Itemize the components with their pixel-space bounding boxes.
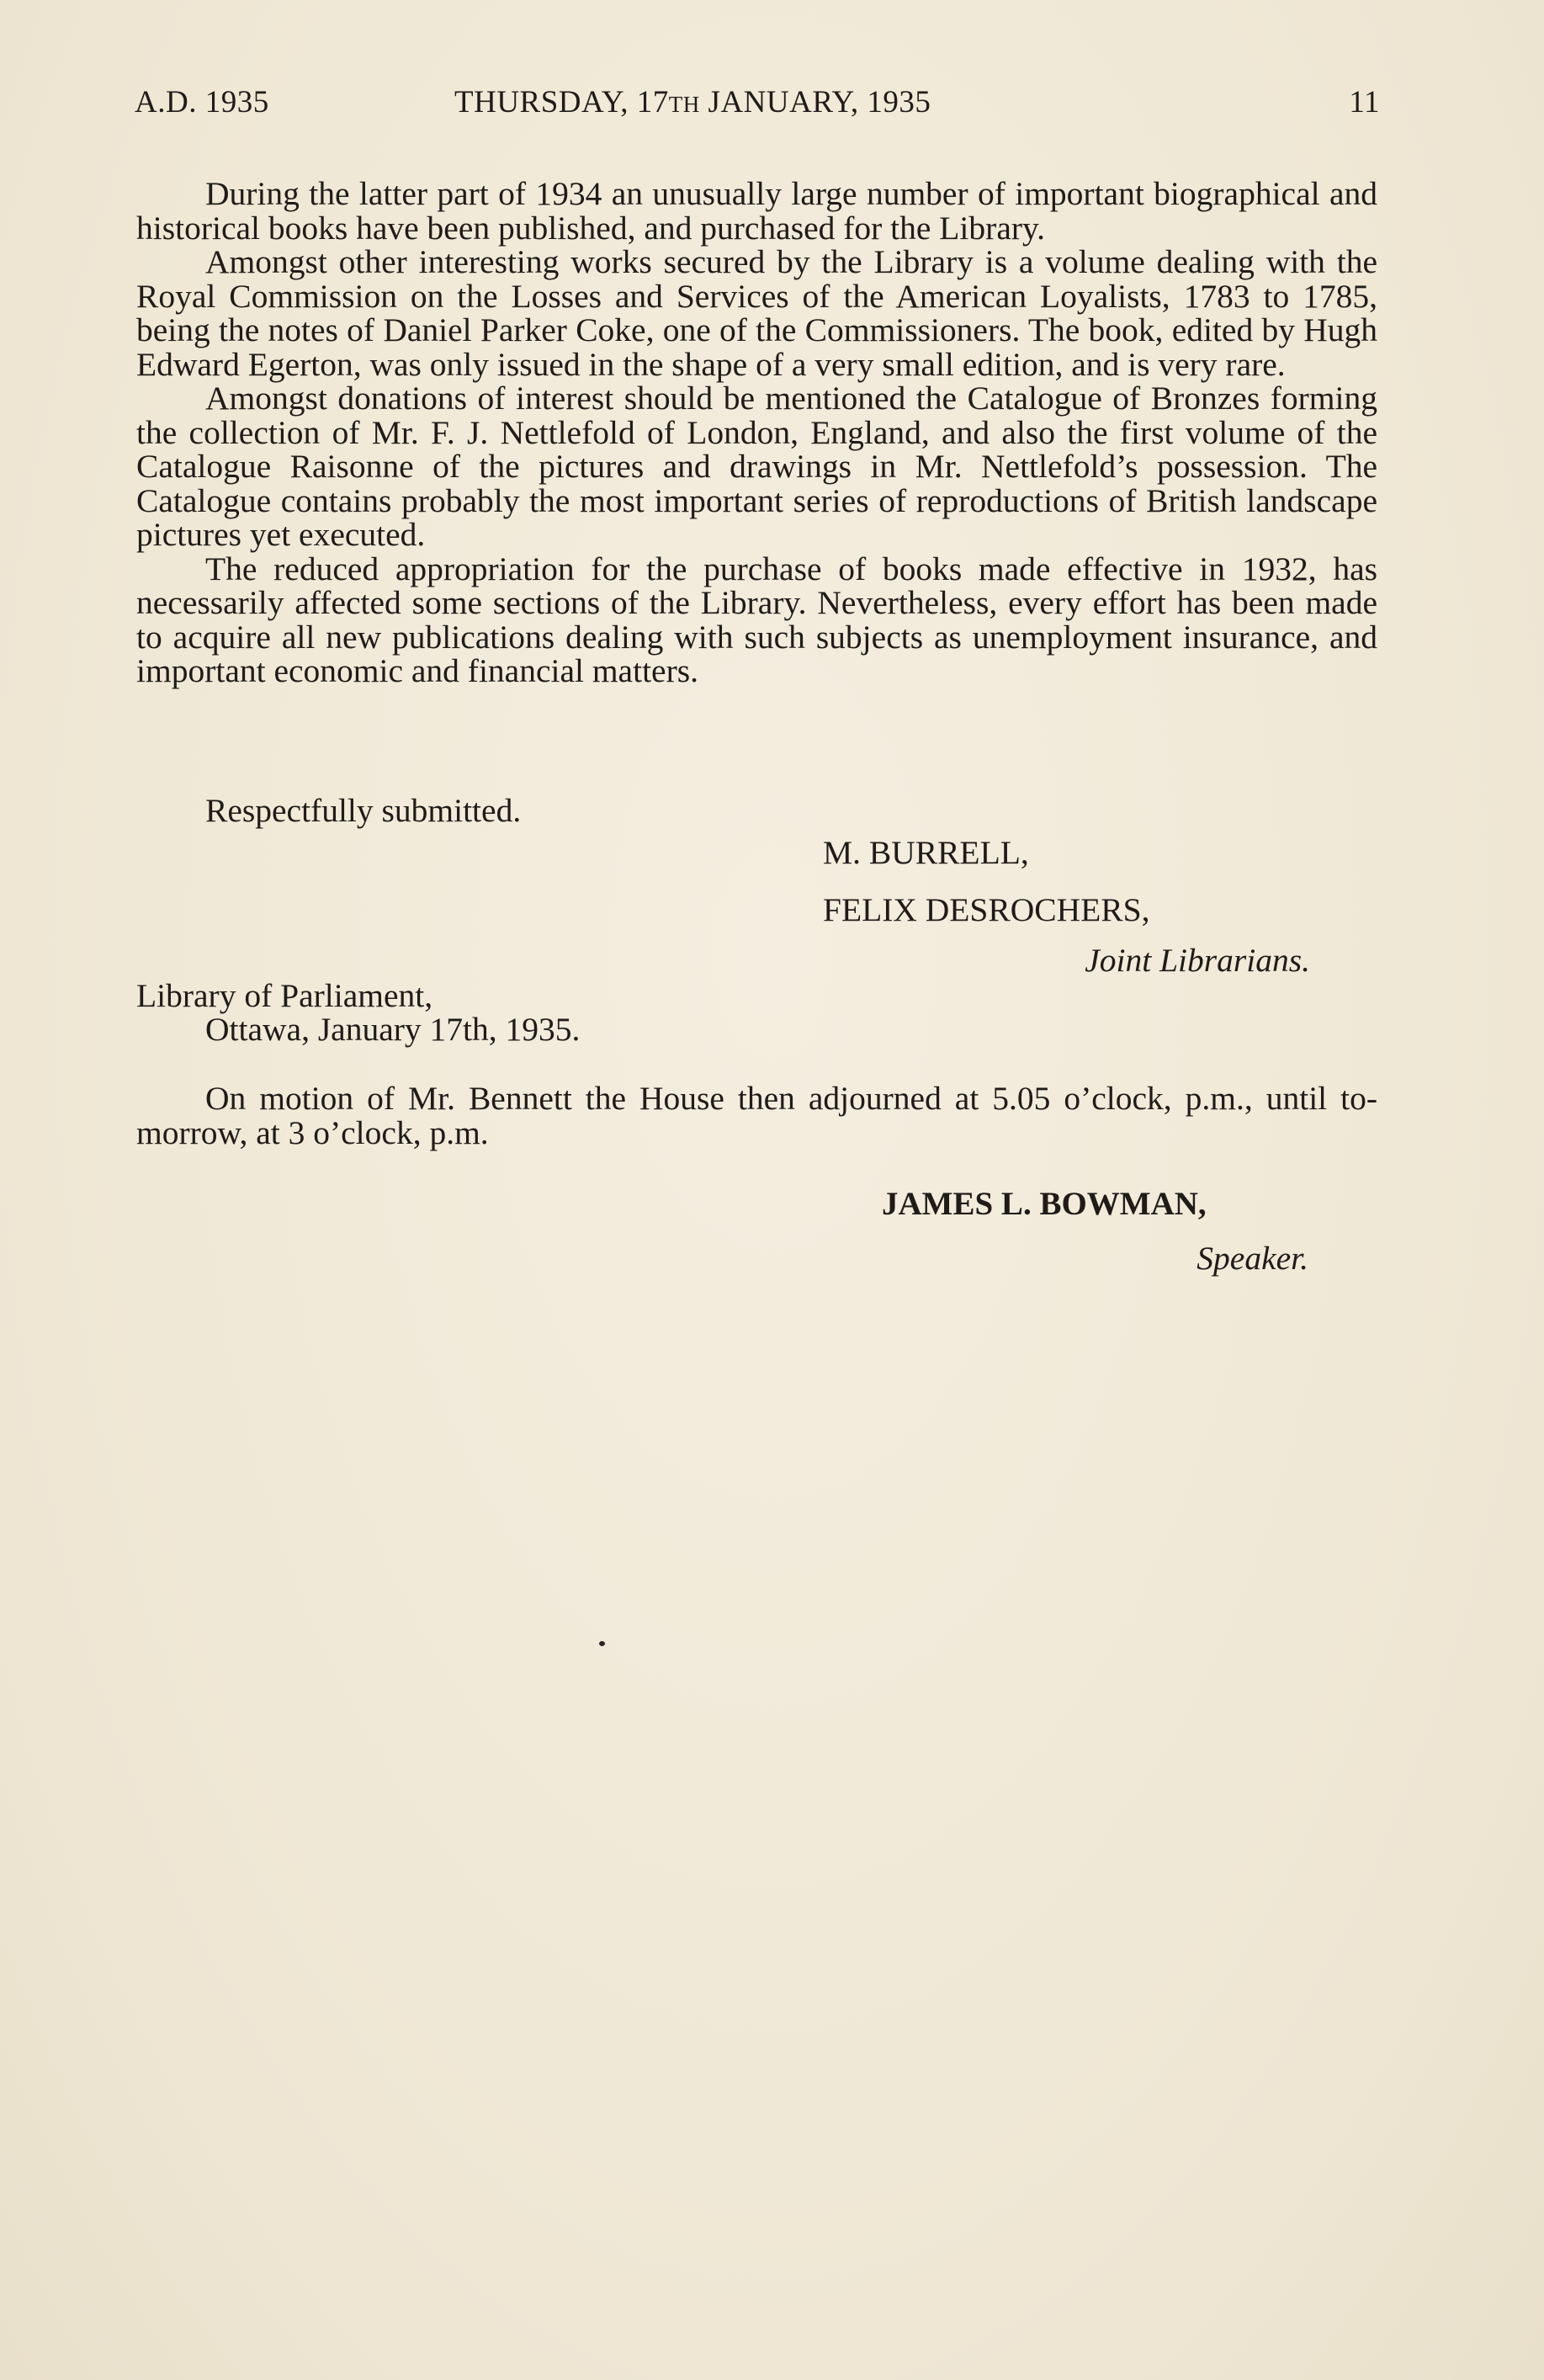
speaker-name: JAMES L. BOWMAN, (882, 1186, 1207, 1222)
signatory-burrell: M. BURRELL, (823, 834, 1029, 871)
signatory-desrochers: FELIX DESROCHERS, (823, 891, 1150, 928)
paragraph: During the latter part of 1934 an unusually large number of important biographical and historical books have been published, and purchased for the Library. (136, 175, 1377, 247)
motion-text: On motion of Mr. Bennett the House then adjourned at 5.05 o’clock, p.m., until to-morrow, at 3 o’clock, p.m. (136, 1080, 1377, 1151)
speaker-title: Speaker. (1196, 1240, 1308, 1277)
header-date-end: JANUARY, 1935 (699, 85, 931, 120)
header-year: A.D. 1935 (135, 85, 269, 120)
page-number: 11 (1349, 85, 1380, 120)
paragraph: Amongst other interesting works secured by the Library is a volume dealing with the Royal Commission on the Losses and Services of the American Loyalists, 1783 to 1785, being the notes of Daniel Parker Coke, one of the Commissioners. The book, edited by Hugh Edward Egerton, was only issued in the shape of a very small edition, and is very rare. (136, 243, 1377, 383)
header-date (454, 84, 931, 120)
closing-line: Respectfully submitted. (205, 792, 522, 829)
location-date: Ottawa, January 17th, 1935. (205, 1011, 581, 1048)
page-header (135, 84, 1380, 126)
paragraph: Amongst donations of interest should be mentioned the Catalogue of Bronzes forming the collection of Mr. F. J. Nettlefold of London, England, and also the first volume of the Catalogue Raisonne of the pictures and drawings in Mr. Nettlefold’s possession. The Catalogue contains probably the most important series of reproductions of British landscape pictures yet executed. (136, 380, 1377, 553)
location-line: Library of Parliament, (136, 977, 433, 1014)
adjournment-motion (136, 1081, 1377, 1150)
header-date-suffix: TH (668, 92, 700, 117)
paragraph: The reduced appropriation for the purchase of books made effective in 1932, has necessarily affected some sections of the Library. Nevertheless, every effort has been made to acquire all new publications dealing with such subjects as unemployment insurance, and important economic and financial matters. (136, 550, 1377, 689)
ink-speck (599, 1641, 605, 1646)
report-body (136, 177, 1377, 688)
header-date-start: THURSDAY, 17 (454, 85, 669, 120)
signatory-title: Joint Librarians. (1085, 942, 1310, 979)
